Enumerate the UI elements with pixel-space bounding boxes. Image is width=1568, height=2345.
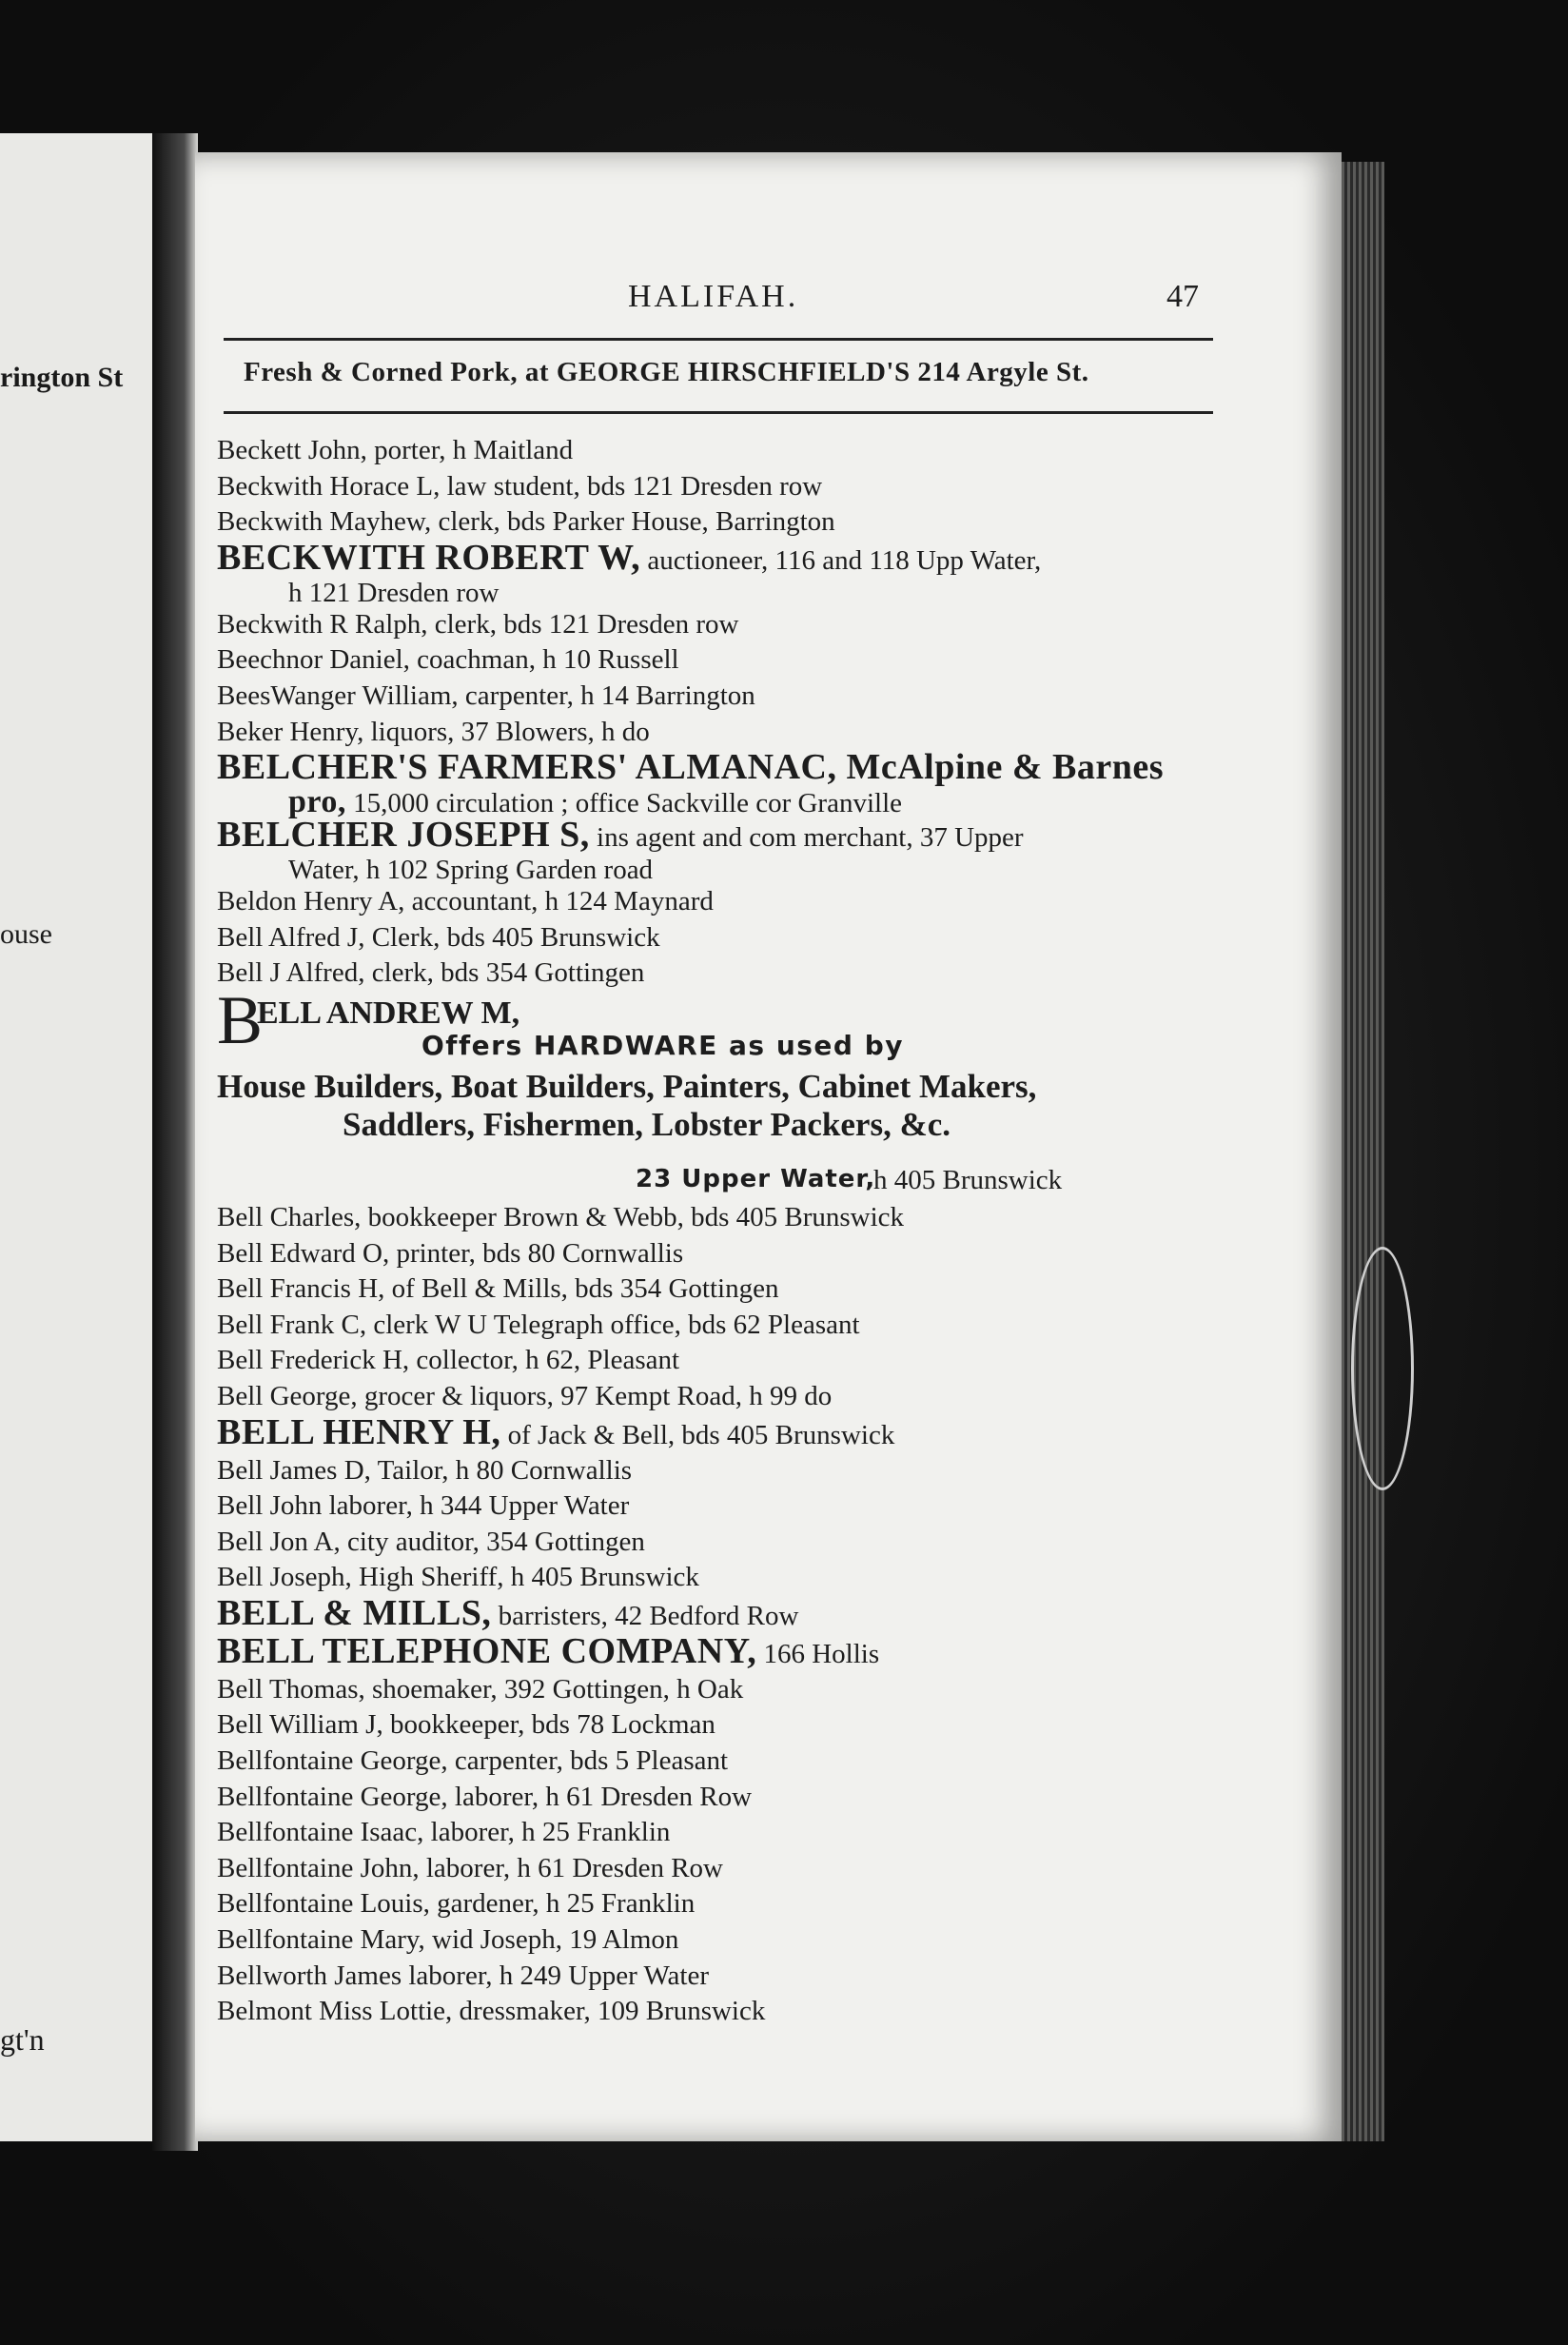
header-advertisement: Fresh & Corned Pork, at GEORGE HIRSCHFIELD'S 214 Argyle St. [244,357,1089,387]
directory-entry-featured [217,1411,1221,1453]
entry-details: barristers, 42 Bedford Row [491,1600,799,1631]
directory-entry: Bellfontaine George, carpenter, bds 5 Pleasant [217,1745,729,1777]
directory-entry: Belmont Miss Lottie, dressmaker, 109 Brunswick [217,1996,766,2027]
ad-offers-line: Offers HARDWARE as used by [421,1029,905,1061]
directory-entry: BeesWanger William, carpenter, h 14 Barrington [217,680,755,711]
left-page-fragment: gt'n [0,2022,45,2057]
entry-name: BECKWITH ROBERT W, [217,537,641,578]
drop-cap: B [217,981,264,1058]
directory-entry: Beckwith Horace L, law student, bds 121 Dresden row [217,470,823,502]
ad-address-bold: 23 Upper Water, [636,1164,876,1193]
directory-entry: Bellfontaine John, laborer, h 61 Dresden Row [217,1852,723,1883]
page-edges [1342,162,1384,2141]
directory-entry-featured [217,747,1221,788]
directory-entry: Bell John laborer, h 344 Upper Water [217,1490,630,1522]
left-page-fragment: rington St [0,362,124,393]
entry-continuation-bold: pro, [288,784,346,820]
entry-details: 166 Hollis [756,1638,880,1669]
directory-entry: Bellfontaine George, laborer, h 61 Dresden Row [217,1781,753,1812]
directory-entry: Bell J Alfred, clerk, bds 354 Gottingen [217,957,645,989]
directory-entry: Bell Jon A, city auditor, 354 Gottingen [217,1526,645,1557]
header-rule [224,411,1213,414]
directory-entry: Bell James D, Tailor, h 80 Cornwallis [217,1454,633,1486]
entry-name: BELL HENRY H, [217,1411,501,1452]
ad-address-rest: h 405 Brunswick [873,1164,1063,1195]
directory-entry: Bellworth James laborer, h 249 Upper Water [217,1960,710,1991]
directory-entry: Beker Henry, liquors, 37 Blowers, h do [217,716,650,747]
directory-entry: Bell Joseph, High Sheriff, h 405 Brunswick [217,1562,699,1593]
directory-entry: Bellfontaine Isaac, laborer, h 25 Franklin [217,1817,671,1848]
directory-entry: Beechnor Daniel, coachman, h 10 Russell [217,644,679,676]
directory-entry: Beckett John, porter, h Maitland [217,435,574,465]
entry-name: BELL & MILLS, [217,1592,492,1633]
entry-details: of Jack & Bell, bds 405 Brunswick [500,1419,895,1450]
page-number: 47 [1166,279,1199,314]
directory-entries [217,433,1221,2030]
directory-entry: Bell Thomas, shoemaker, 392 Gottingen, h Oak [217,1673,744,1705]
entry-details: auctioneer, 116 and 118 Upp Water, [640,544,1042,576]
directory-entry-featured [217,537,1221,579]
ad-trades-line: Saddlers, Fishermen, Lobster Packers, &c. [343,1105,951,1143]
ad-trades-line: House Builders, Boat Builders, Painters, Cabinet Makers, [217,1067,1037,1105]
entry-name: BELL TELEPHONE COMPANY, [217,1630,757,1671]
directory-entry: Bell Frederick H, collector, h 62, Pleasant [217,1345,680,1376]
directory-entry: Bell Alfred J, Clerk, bds 405 Brunswick [217,921,660,953]
directory-entry-featured [217,1592,1221,1634]
entry-name: BELCHER'S FARMERS' ALMANAC, McAlpine & Barnes [217,747,1165,788]
directory-entry: Bellfontaine Louis, gardener, h 25 Franklin [217,1888,696,1920]
ad-name: ELL ANDREW M, [257,995,520,1031]
scan-artifact [1351,1247,1414,1490]
book-spine [152,133,198,2151]
entry-continuation: Water, h 102 Spring Garden road [288,855,654,886]
directory-entry-featured [217,1630,1221,1672]
entry-continuation-text: 15,000 circulation ; office Sackville cor Granville [345,788,902,819]
directory-entry: Bell Francis H, of Bell & Mills, bds 354 Gottingen [217,1273,779,1305]
running-head: HALIFAH. [628,279,799,314]
entry-details: ins agent and com merchant, 37 Upper [589,822,1024,854]
entry-continuation: h 121 Dresden row [288,577,500,608]
directory-entry: Bell Charles, bookkeeper Brown & Webb, bds 405 Brunswick [217,1201,905,1232]
directory-entry: Beckwith R Ralph, clerk, bds 121 Dresden row [217,608,739,640]
directory-entry: Bell George, grocer & liquors, 97 Kempt Road, h 99 do [217,1380,833,1411]
bell-andrew-advertisement [217,981,1221,1165]
header-rule [224,338,1213,341]
directory-entry: Beldon Henry A, accountant, h 124 Maynard [217,886,714,917]
directory-entry: Beckwith Mayhew, clerk, bds Parker House, Barrington [217,506,835,538]
directory-entry: Bell William J, bookkeeper, bds 78 Lockman [217,1709,715,1741]
directory-entry: Bell Frank C, clerk W U Telegraph office, bds 62 Pleasant [217,1309,860,1340]
ad-address [217,1165,1221,1200]
entry-name: BELCHER JOSEPH S, [217,815,590,856]
directory-entry: Bell Edward O, printer, bds 80 Cornwallis [217,1237,684,1269]
directory-entry: Bellfontaine Mary, wid Joseph, 19 Almon [217,1924,679,1956]
entry-continuation [217,784,1221,820]
left-page-fragment: ouse [0,918,52,950]
directory-entry-featured [217,815,1221,856]
